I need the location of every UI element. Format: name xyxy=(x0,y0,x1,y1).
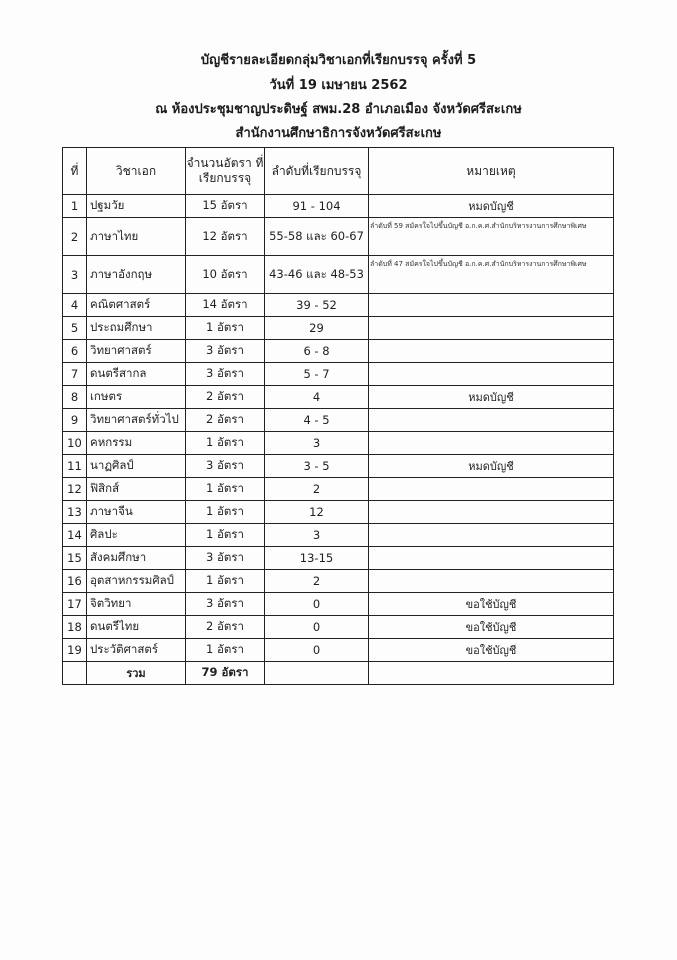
row-count: 3 อัตรา xyxy=(186,547,265,570)
document-venue: ณ ห้องประชุมชาญประดิษฐ์ สพม.28 อำเภอเมือง จังหวัดศรีสะเกษ xyxy=(155,102,522,117)
table-row xyxy=(63,340,614,363)
total-remark xyxy=(369,662,614,685)
row-count: 1 อัตรา xyxy=(186,570,265,593)
row-no: 13 xyxy=(63,501,87,524)
row-no: 19 xyxy=(63,639,87,662)
row-count: 3 อัตรา xyxy=(186,340,265,363)
row-no: 10 xyxy=(63,432,87,455)
row-range: 4 xyxy=(265,386,369,409)
row-no: 2 xyxy=(63,218,87,256)
row-count: 3 อัตรา xyxy=(186,363,265,386)
table-row xyxy=(63,409,614,432)
row-remark xyxy=(369,501,614,524)
row-remark: ขอใช้บัญชี xyxy=(369,639,614,662)
total-count: 79 อัตรา xyxy=(186,662,265,685)
row-remark: ลำดับที่ 47 สมัครใจไปขึ้นบัญชี อ.ก.ค.ศ.สำนักบริหารงานการศึกษาพิเศษ xyxy=(369,256,614,294)
table-row xyxy=(63,455,614,478)
header-count xyxy=(186,148,265,195)
row-range: 0 xyxy=(265,593,369,616)
row-range: 0 xyxy=(265,639,369,662)
row-no: 14 xyxy=(63,524,87,547)
row-remark xyxy=(369,432,614,455)
row-range: 3 - 5 xyxy=(265,455,369,478)
row-count: 1 อัตรา xyxy=(186,501,265,524)
row-range: 12 xyxy=(265,501,369,524)
row-remark: ลำดับที่ 59 สมัครใจไปขึ้นบัญชี อ.ก.ค.ศ.สำนักบริหารงานการศึกษาพิเศษ xyxy=(369,218,614,256)
row-subject: ประวัติศาสตร์ xyxy=(87,639,186,662)
row-range: 43-46 และ 48-53 xyxy=(265,256,369,294)
table-row xyxy=(63,363,614,386)
row-no: 5 xyxy=(63,317,87,340)
row-subject: ภาษาไทย xyxy=(87,218,186,256)
row-range: 29 xyxy=(265,317,369,340)
row-remark xyxy=(369,478,614,501)
row-range: 3 xyxy=(265,432,369,455)
row-subject: ภาษาอังกฤษ xyxy=(87,256,186,294)
row-no: 12 xyxy=(63,478,87,501)
table-row xyxy=(63,547,614,570)
row-range: 13-15 xyxy=(265,547,369,570)
row-subject: คณิตศาสตร์ xyxy=(87,294,186,317)
row-no: 17 xyxy=(63,593,87,616)
document-date: วันที่ 19 เมษายน 2562 xyxy=(269,78,408,93)
row-range: 4 - 5 xyxy=(265,409,369,432)
row-range: 39 - 52 xyxy=(265,294,369,317)
row-count: 1 อัตรา xyxy=(186,478,265,501)
row-remark xyxy=(369,317,614,340)
table-row xyxy=(63,294,614,317)
row-range: 5 - 7 xyxy=(265,363,369,386)
row-subject: จิตวิทยา xyxy=(87,593,186,616)
row-subject: ดนตรีไทย xyxy=(87,616,186,639)
row-count: 1 อัตรา xyxy=(186,524,265,547)
row-remark xyxy=(369,547,614,570)
row-no: 16 xyxy=(63,570,87,593)
table-row xyxy=(63,195,614,218)
table-body xyxy=(63,195,614,662)
table-row xyxy=(63,570,614,593)
row-no: 3 xyxy=(63,256,87,294)
row-remark xyxy=(369,570,614,593)
row-range: 2 xyxy=(265,478,369,501)
row-count: 10 อัตรา xyxy=(186,256,265,294)
row-remark xyxy=(369,363,614,386)
header-range: ลำดับที่เรียกบรรจุ xyxy=(265,148,369,195)
row-range: 2 xyxy=(265,570,369,593)
row-subject: ประถมศึกษา xyxy=(87,317,186,340)
row-subject: ปฐมวัย xyxy=(87,195,186,218)
row-no: 6 xyxy=(63,340,87,363)
row-range: 0 xyxy=(265,616,369,639)
table-row xyxy=(63,524,614,547)
row-count: 3 อัตรา xyxy=(186,455,265,478)
row-count: 2 อัตรา xyxy=(186,386,265,409)
row-remark xyxy=(369,294,614,317)
row-subject: คหกรรม xyxy=(87,432,186,455)
row-range: 91 - 104 xyxy=(265,195,369,218)
row-count: 12 อัตรา xyxy=(186,218,265,256)
table-row xyxy=(63,317,614,340)
header-remark: หมายเหตุ xyxy=(369,148,614,195)
row-range: 3 xyxy=(265,524,369,547)
row-subject: ศิลปะ xyxy=(87,524,186,547)
total-label: รวม xyxy=(87,662,186,685)
row-remark xyxy=(369,409,614,432)
row-range: 55-58 และ 60-67 xyxy=(265,218,369,256)
subjects-table xyxy=(62,147,614,685)
row-subject: อุตสาหกรรมศิลป์ xyxy=(87,570,186,593)
row-remark: หมดบัญชี xyxy=(369,455,614,478)
row-no: 9 xyxy=(63,409,87,432)
row-count: 2 อัตรา xyxy=(186,409,265,432)
table-row xyxy=(63,639,614,662)
row-count: 3 อัตรา xyxy=(186,593,265,616)
total-no xyxy=(63,662,87,685)
row-no: 15 xyxy=(63,547,87,570)
document-title: บัญชีรายละเอียดกลุ่มวิชาเอกที่เรียกบรรจุ ครั้งที่ 5 xyxy=(200,53,477,68)
row-remark: ขอใช้บัญชี xyxy=(369,593,614,616)
row-remark xyxy=(369,524,614,547)
header-subject: วิชาเอก xyxy=(87,148,186,195)
row-subject: นาฏศิลป์ xyxy=(87,455,186,478)
header-no: ที่ xyxy=(63,148,87,195)
row-count: 14 อัตรา xyxy=(186,294,265,317)
row-subject: เกษตร xyxy=(87,386,186,409)
total-range xyxy=(265,662,369,685)
row-remark: หมดบัญชี xyxy=(369,195,614,218)
row-count: 1 อัตรา xyxy=(186,432,265,455)
row-count: 2 อัตรา xyxy=(186,616,265,639)
row-no: 4 xyxy=(63,294,87,317)
row-count: 1 อัตรา xyxy=(186,317,265,340)
row-range: 6 - 8 xyxy=(265,340,369,363)
row-remark xyxy=(369,340,614,363)
table-row xyxy=(63,501,614,524)
table-total-row xyxy=(63,662,614,685)
row-subject: ดนตรีสากล xyxy=(87,363,186,386)
row-no: 8 xyxy=(63,386,87,409)
table-row xyxy=(63,432,614,455)
row-count: 15 อัตรา xyxy=(186,195,265,218)
row-count: 1 อัตรา xyxy=(186,639,265,662)
header-count-label: จำนวนอัตรา ที่เรียกบรรจุ xyxy=(186,156,264,185)
document-office: สำนักงานศึกษาธิการจังหวัดศรีสะเกษ xyxy=(235,126,442,141)
row-subject: ฟิสิกส์ xyxy=(87,478,186,501)
row-subject: สังคมศึกษา xyxy=(87,547,186,570)
table-row xyxy=(63,256,614,294)
table-row xyxy=(63,478,614,501)
table-row xyxy=(63,593,614,616)
row-subject: ภาษาจีน xyxy=(87,501,186,524)
row-remark: หมดบัญชี xyxy=(369,386,614,409)
row-remark: ขอใช้บัญชี xyxy=(369,616,614,639)
row-no: 1 xyxy=(63,195,87,218)
row-no: 18 xyxy=(63,616,87,639)
row-subject: วิทยาศาสตร์ทั่วไป xyxy=(87,409,186,432)
row-no: 11 xyxy=(63,455,87,478)
table-header-row xyxy=(63,148,614,195)
table-row xyxy=(63,386,614,409)
row-subject: วิทยาศาสตร์ xyxy=(87,340,186,363)
table-row xyxy=(63,218,614,256)
row-no: 7 xyxy=(63,363,87,386)
table-row xyxy=(63,616,614,639)
